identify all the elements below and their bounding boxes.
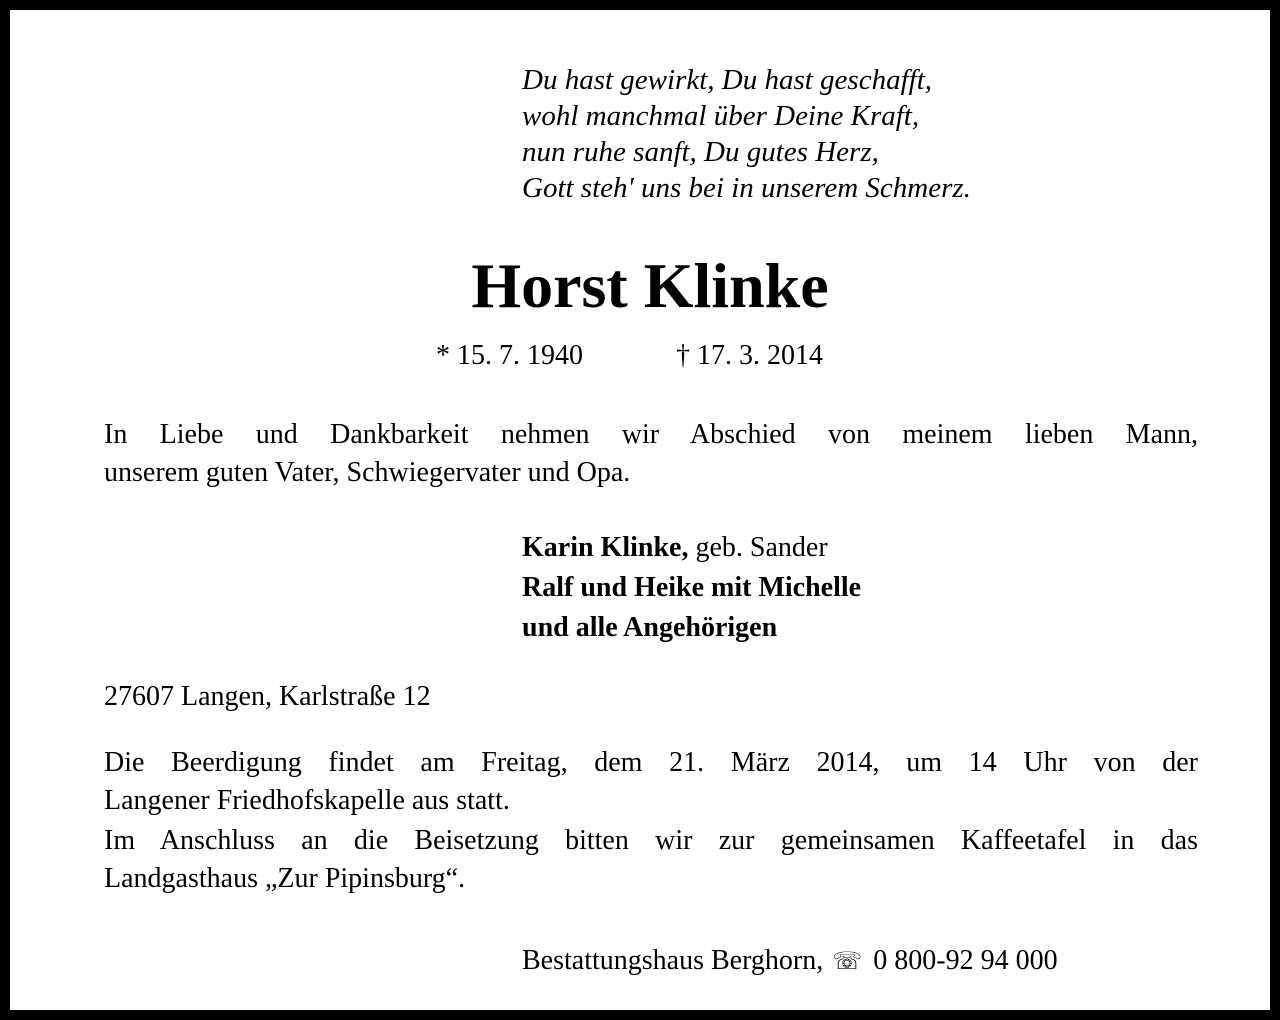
coffee-line: Landgasthaus „Zur Pipinsburg“. — [104, 863, 466, 894]
undertaker-name: Bestattungshaus Berghorn, — [522, 945, 824, 976]
signer-wife — [522, 528, 861, 568]
deceased-name: Horst Klinke — [471, 250, 829, 321]
funeral-line: Langener Friedhofskapelle aus statt. — [104, 785, 510, 816]
coffee-paragraph — [104, 822, 1198, 898]
funeral-line: Die Beerdigung findet am Freitag, dem 21. März 2014, um 14 Uhr von der — [104, 747, 1198, 778]
intro-line: In Liebe und Dankbarkeit nehmen wir Abschied von meinem lieben Mann, — [104, 419, 1198, 450]
signer-wife-maiden: geb. Sander — [695, 532, 828, 563]
poem — [522, 62, 971, 206]
undertaker — [522, 942, 1058, 980]
signer-relatives: und alle Angehörigen — [522, 612, 778, 643]
address: 27607 Langen, Karlstraße 12 — [104, 681, 431, 712]
death-date: † 17. 3. 2014 — [676, 340, 823, 371]
intro-line: unserem guten Vater, Schwiegervater und Opa. — [104, 457, 631, 488]
poem-line: Du hast gewirkt, Du hast geschafft, — [522, 64, 933, 96]
funeral-paragraph — [104, 744, 1198, 820]
poem-line: wohl manchmal über Deine Kraft, — [522, 100, 920, 132]
birth-date: * 15. 7. 1940 — [436, 340, 583, 371]
coffee-line: Im Anschluss an die Beisetzung bitten wir zur gemeinsamen Kaffeetafel in das — [104, 825, 1198, 856]
poem-line: nun ruhe sanft, Du gutes Herz, — [522, 136, 879, 168]
signers — [522, 528, 861, 648]
signer-wife-name: Karin Klinke, — [522, 532, 689, 563]
telephone-icon: ☏ — [832, 947, 863, 975]
undertaker-phone: 0 800-92 94 000 — [873, 945, 1058, 976]
intro-paragraph — [104, 416, 1198, 492]
poem-line: Gott steh' uns bei in unserem Schmerz. — [522, 172, 971, 204]
signer-children: Ralf und Heike mit Michelle — [522, 572, 862, 603]
